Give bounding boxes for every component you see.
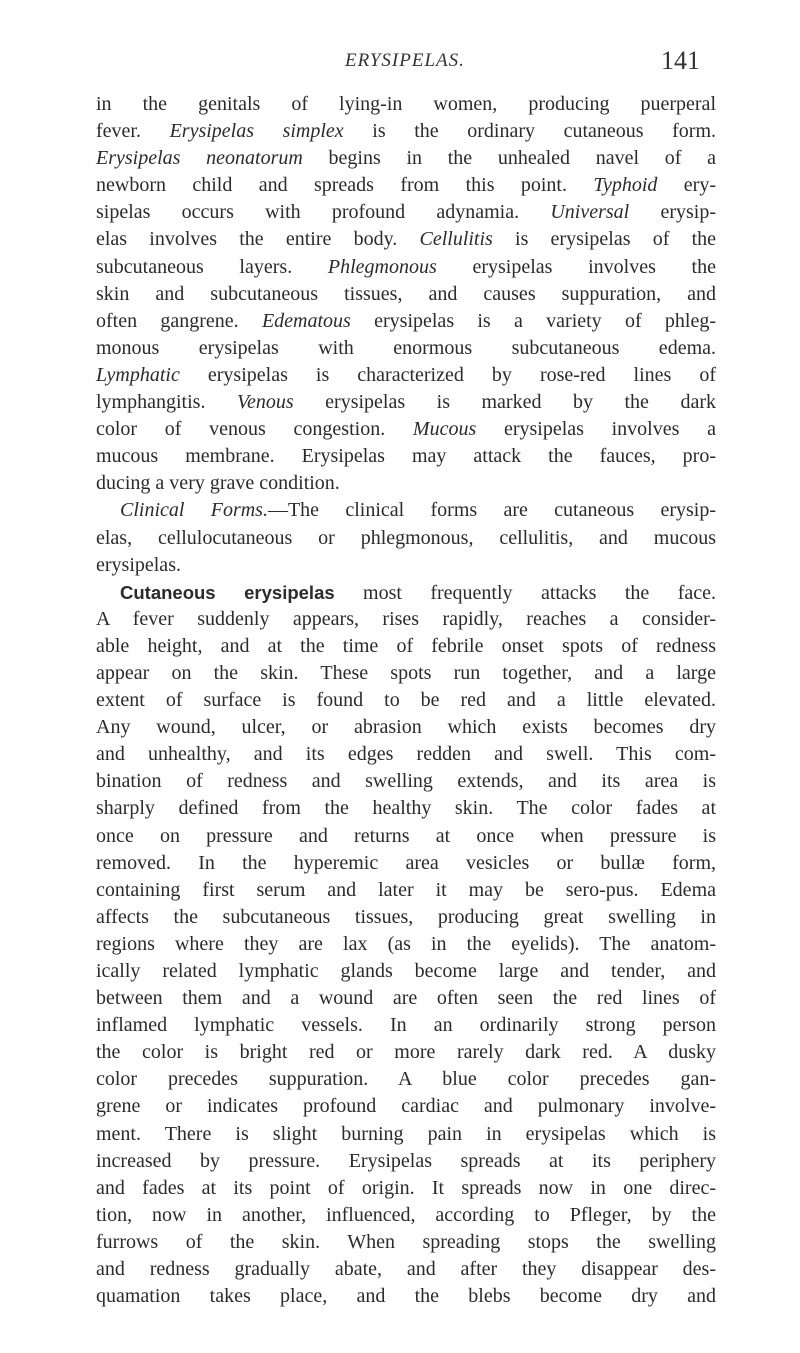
text-line <box>96 1093 716 1120</box>
text-segment: lymphangitis. <box>96 391 237 414</box>
text-line <box>96 1121 716 1148</box>
text-segment: sharply defined from the healthy skin. The color fades at <box>96 797 716 820</box>
italic-term: Cellulitis <box>419 228 493 251</box>
text-line <box>96 1283 716 1310</box>
text-line <box>96 958 716 985</box>
running-title: ERYSIPELAS. <box>345 50 465 71</box>
text-line <box>96 226 716 253</box>
text-segment: sipelas occurs with profound adynamia. <box>96 201 551 224</box>
text-line <box>96 199 716 226</box>
text-line <box>96 145 716 172</box>
text-line <box>96 497 716 524</box>
text-segment: quamation takes place, and the blebs become dry and <box>96 1285 716 1308</box>
text-line <box>96 254 716 281</box>
text-line <box>96 606 716 633</box>
text-line <box>96 904 716 931</box>
text-line <box>96 416 716 443</box>
text-segment: elas involves the entire body. <box>96 228 420 251</box>
text-segment: monous erysipelas with enormous subcutaneous edema. <box>96 336 716 359</box>
italic-term: Clinical Forms. <box>120 499 268 522</box>
italic-term: Venous <box>236 391 294 414</box>
text-segment: often gangrene. <box>96 309 262 332</box>
text-line <box>96 172 716 199</box>
text-line <box>96 443 716 470</box>
text-segment: color of venous congestion. <box>96 418 413 441</box>
text-segment: begins in the unhealed navel of a <box>302 147 717 170</box>
text-segment: grene or indicates profound cardiac and pulmonary involve- <box>96 1095 716 1118</box>
text-line <box>96 795 716 822</box>
text-segment: —The clinical forms are cutaneous erysip- <box>267 499 716 522</box>
text-line <box>96 362 716 389</box>
text-segment: removed. In the hyperemic area vesicles or bullæ form, <box>96 851 716 874</box>
text-segment: between them and a wound are often seen the red lines of <box>96 987 716 1010</box>
text-segment: erysipelas involves the <box>436 255 716 278</box>
text-line <box>96 470 716 497</box>
text-segment: increased by pressure. Erysipelas spreads at its periphery <box>96 1149 716 1172</box>
text-line <box>96 931 716 958</box>
text-segment: erysipelas. <box>96 553 181 576</box>
text-line <box>96 1012 716 1039</box>
text-line <box>96 525 716 552</box>
text-line <box>96 850 716 877</box>
text-segment: most frequently attacks the face. <box>334 581 716 604</box>
text-line <box>96 91 716 118</box>
text-segment: inflamed lymphatic vessels. In an ordinarily strong person <box>96 1014 716 1037</box>
text-line <box>96 1175 716 1202</box>
text-line <box>96 1039 716 1066</box>
text-line <box>96 714 716 741</box>
text-segment: erysipelas is marked by the dark <box>293 391 716 414</box>
text-line <box>96 687 716 714</box>
text-segment: mucous membrane. Erysipelas may attack the fauces, pro- <box>96 445 716 468</box>
running-head <box>0 46 800 80</box>
text-line <box>96 1256 716 1283</box>
text-line <box>96 1066 716 1093</box>
text-segment: affects the subcutaneous tissues, producing great swelling in <box>96 905 716 928</box>
text-line <box>96 118 716 145</box>
italic-term: Typhoid <box>593 174 658 197</box>
text-line <box>96 985 716 1012</box>
text-line <box>96 552 716 579</box>
text-segment: erysipelas is characterized by rose-red lines of <box>179 363 716 386</box>
text-line <box>96 877 716 904</box>
italic-term: Erysipelas neonatorum <box>96 147 303 170</box>
italic-term: Lymphatic <box>96 363 180 386</box>
text-segment: ment. There is slight burning pain in erysipelas which is <box>96 1122 716 1145</box>
text-line <box>96 1229 716 1256</box>
text-segment: erysipelas is a variety of phleg- <box>350 309 716 332</box>
text-segment: color precedes suppuration. A blue color precedes gan- <box>96 1068 716 1091</box>
text-segment: tion, now in another, influenced, according to Pfleger, by the <box>96 1203 716 1226</box>
text-line <box>96 308 716 335</box>
italic-term: Universal <box>550 201 630 224</box>
text-segment: skin and subcutaneous tissues, and causes suppuration, and <box>96 282 716 305</box>
text-segment: ically related lymphatic glands become large and tender, and <box>96 960 716 982</box>
text-segment: erysip- <box>629 201 716 224</box>
text-segment: able height, and at the time of febrile onset spots of redness <box>96 634 716 657</box>
text-line <box>96 823 716 850</box>
text-segment: bination of redness and swelling extends, and its area is <box>96 770 716 793</box>
text-line <box>96 633 716 660</box>
text-segment: once on pressure and returns at once when pressure is <box>96 824 716 847</box>
body-text <box>96 91 716 1310</box>
text-segment: is the ordinary cutaneous form. <box>343 120 716 143</box>
text-segment: Any wound, ulcer, or abrasion which exists becomes dry <box>96 716 716 739</box>
text-segment: A fever suddenly appears, rises rapidly, reaches a consider- <box>96 607 716 630</box>
italic-term: Edematous <box>261 309 351 332</box>
text-segment: appear on the skin. These spots run together, and a large <box>96 661 716 684</box>
text-line <box>96 1148 716 1175</box>
text-line <box>96 768 716 795</box>
text-segment: furrows of the skin. When spreading stops the swelling <box>96 1230 716 1253</box>
text-segment: is erysipelas of the <box>492 228 716 251</box>
text-segment: regions where they are lax (as in the eyelids). The anatom- <box>96 932 716 955</box>
page-number: 141 <box>661 46 700 75</box>
text-segment: erysipelas involves a <box>476 418 716 441</box>
text-line <box>96 335 716 362</box>
text-segment: newborn child and spreads from this point. <box>96 174 594 197</box>
italic-term: Erysipelas simplex <box>169 120 344 143</box>
text-segment: containing first serum and later it may be sero-pus. Edema <box>96 878 716 901</box>
italic-term: Mucous <box>412 418 477 441</box>
text-segment: and unhealthy, and its edges redden and swell. This com- <box>96 743 716 766</box>
text-line <box>96 1202 716 1229</box>
text-line <box>96 579 716 606</box>
text-segment: ery- <box>657 174 716 197</box>
text-segment: and fades at its point of origin. It spreads now in one direc- <box>96 1176 716 1199</box>
text-segment: subcutaneous layers. <box>96 255 328 278</box>
text-line <box>96 281 716 308</box>
text-segment: fever. <box>96 120 170 143</box>
text-line <box>96 660 716 687</box>
text-segment: the color is bright red or more rarely dark red. A dusky <box>96 1041 716 1064</box>
bold-term: Cutaneous erysipelas <box>120 581 335 603</box>
text-segment: ducing a very grave condition. <box>96 472 340 495</box>
italic-term: Phlegmonous <box>327 255 437 278</box>
text-segment: and redness gradually abate, and after they disappear des- <box>96 1258 716 1281</box>
text-line <box>96 389 716 416</box>
text-segment: elas, cellulocutaneous or phlegmonous, cellulitis, and mucous <box>96 526 716 549</box>
text-segment: extent of surface is found to be red and a little elevated. <box>96 689 716 712</box>
text-segment: in the genitals of lying-in women, producing puerperal <box>96 93 716 115</box>
text-line <box>96 741 716 768</box>
